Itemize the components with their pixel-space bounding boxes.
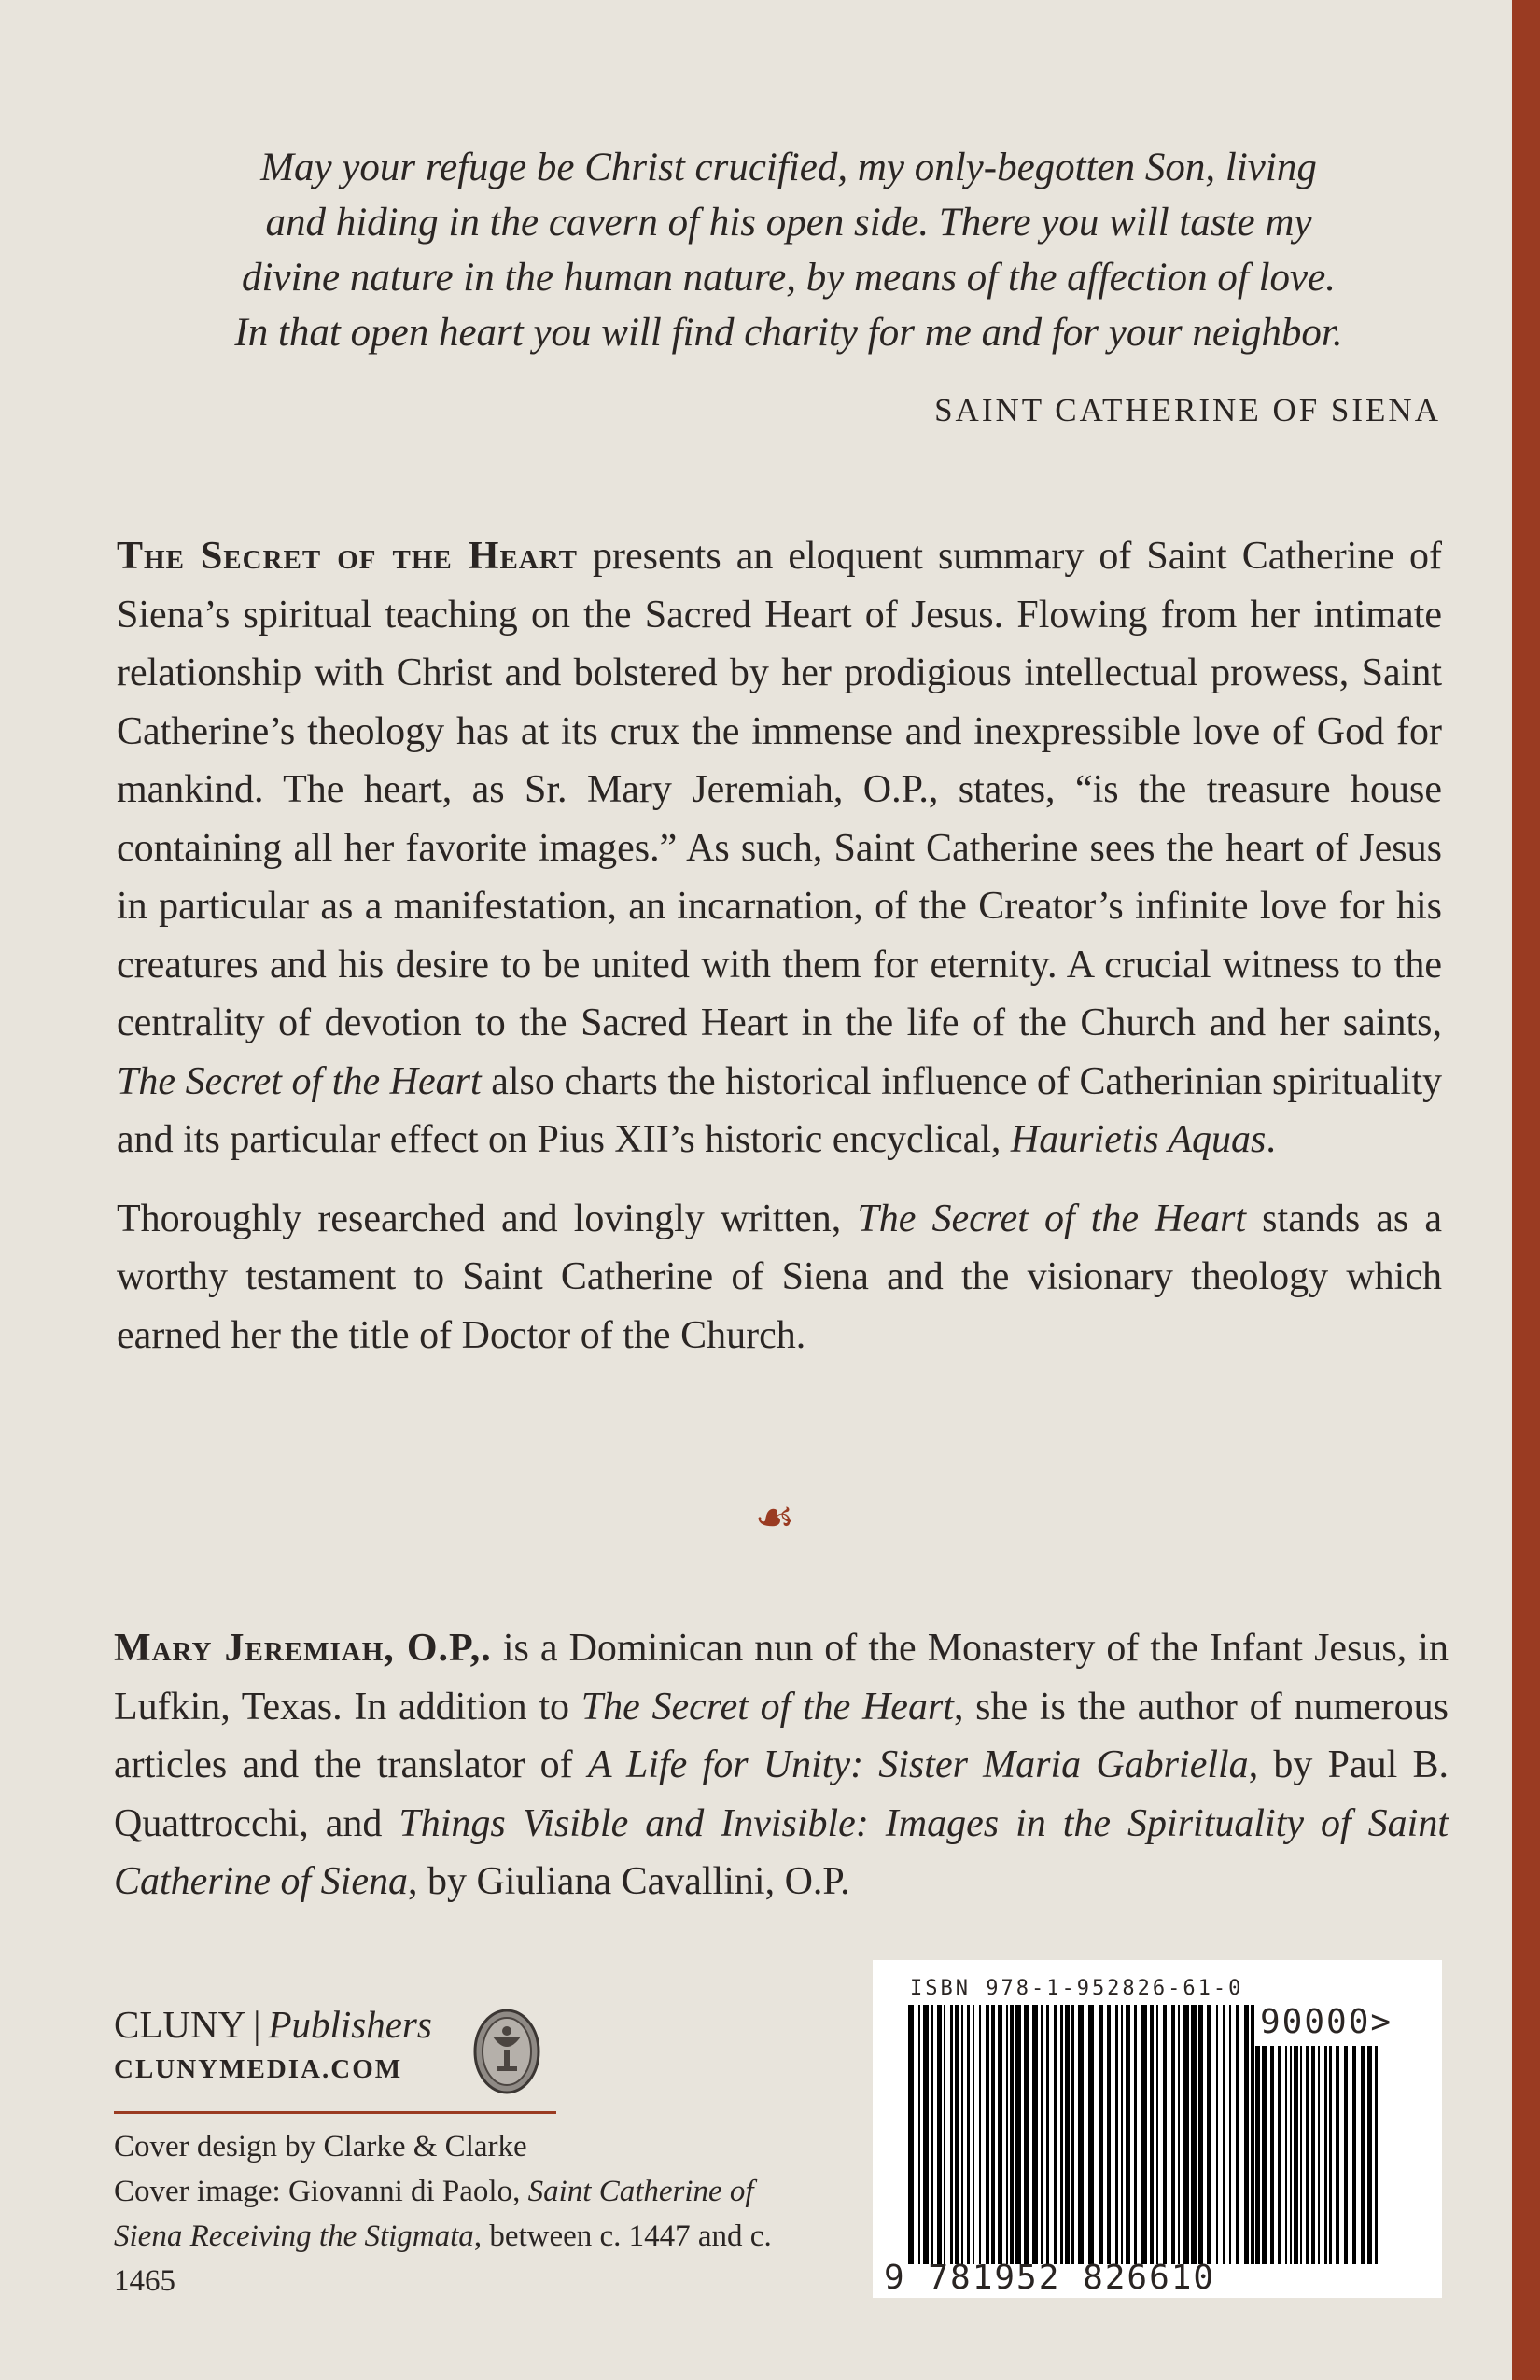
barcode-bar xyxy=(1336,2046,1339,2264)
book-description xyxy=(117,527,1442,1385)
barcode-bar xyxy=(1178,2005,1180,2264)
barcode-bar xyxy=(986,2005,989,2264)
addon-barcode-bars xyxy=(1251,2046,1381,2264)
isbn-barcode-box xyxy=(873,1960,1442,2298)
barcode-bar xyxy=(1262,2046,1267,2264)
artwork-title: Saint Catherine of Siena Receiving the Stigmata xyxy=(114,2175,754,2253)
barcode-bar xyxy=(1088,2005,1094,2264)
epigraph-line: May your refuge be Christ crucified, my only-begotten Son, living xyxy=(260,146,1317,189)
barcode-bar xyxy=(1324,2046,1327,2264)
barcode-bar xyxy=(1285,2046,1287,2264)
credit-text: , between c. 1447 and c. 1465 xyxy=(114,2219,772,2298)
barcode-bar xyxy=(1065,2005,1070,2264)
barcode-bar xyxy=(1121,2005,1123,2264)
description-text: Thoroughly researched and lovingly written, xyxy=(117,1197,858,1240)
barcode-bar xyxy=(1300,2046,1302,2264)
barcode-bar xyxy=(1229,2005,1231,2264)
barcode-bar xyxy=(998,2005,1002,2264)
barcode-bar xyxy=(1251,2046,1253,2264)
publisher-divider xyxy=(114,2111,556,2114)
description-text: presents an eloquent summary of Saint Catherine of Siena’s spiritual teaching on the Sacred Heart of Jesus. Flowing from her intimate relationship with Christ and bolstered by her prodigious intellectual prowess, Saint Catherine’s theology has at its crux the immense and inexpressible love of God for mankind. The heart, as Sr. Mary Jeremiah, O.P., states, “is the treasure house containing all her favorite images.” As such, Saint Catherine sees the heart of Jesus in particular as a manifestation, an incarnation, of the Creator’s infinite love for his creatures and his desire to be united with them for eternity. A crucial witness to the centrality of devotion to the Sacred Heart in the life of the Church and her saints, xyxy=(117,535,1443,1044)
bio-text: is a Dominican nun of the Monastery of the Infant Jesus, in Lufkin, Texas. In addition to xyxy=(114,1627,1449,1729)
spine-stripe xyxy=(1512,0,1540,2380)
barcode-bar xyxy=(1006,2005,1008,2264)
publisher-wordmark: CLUNY xyxy=(114,2003,246,2046)
barcode-bar xyxy=(979,2005,981,2264)
description-text: . xyxy=(1266,1118,1276,1161)
barcode-bar xyxy=(908,2005,914,2264)
barcode-bar xyxy=(1244,2005,1249,2264)
barcode-bar xyxy=(1367,2046,1372,2264)
barcode-bar xyxy=(1329,2046,1332,2264)
barcode-bar xyxy=(1078,2005,1084,2264)
author-bio xyxy=(114,1619,1449,1911)
barcode-bar xyxy=(1198,2005,1203,2264)
barcode-bar xyxy=(1060,2005,1063,2264)
barcode-bar xyxy=(937,2005,942,2264)
description-paragraph xyxy=(117,1190,1442,1365)
barcode-bar xyxy=(1191,2005,1197,2264)
ean-barcode-bars xyxy=(908,2005,1255,2264)
bio-text: , she is the author of numerous articles and the translator of xyxy=(114,1685,1449,1786)
bio-text: , by Giuliana Cavallini, O.P. xyxy=(407,1860,850,1903)
barcode-bar xyxy=(961,2005,963,2264)
barcode-bar xyxy=(1032,2005,1038,2264)
barcode-bar xyxy=(923,2005,929,2264)
barcode-bar xyxy=(1156,2005,1158,2264)
barcode-bar xyxy=(1107,2005,1111,2264)
barcode-bar xyxy=(1290,2046,1292,2264)
description-text: also charts the historical influence of Catherinian spirituality and its particular effect on Pius XII’s historic encyclical, xyxy=(117,1059,1442,1161)
barcode-bar xyxy=(1278,2046,1281,2264)
barcode-bar xyxy=(944,2005,945,2264)
barcode-bar xyxy=(1223,2005,1225,2264)
bio-paragraph xyxy=(114,1619,1449,1911)
epigraph-quote xyxy=(140,140,1437,360)
price-code: 90000> xyxy=(1260,2003,1393,2041)
barcode-bar xyxy=(1352,2046,1356,2264)
barcode-bar xyxy=(1024,2005,1029,2264)
cover-image-credit xyxy=(114,2169,786,2303)
book-title-italic: The Secret of the Heart xyxy=(857,1197,1247,1240)
description-text: stands as a worthy testament to Saint Catherine of Siena and the visionary theology which earned her the title of Doctor of the Church. xyxy=(117,1197,1442,1357)
publisher-url: CLUNYMEDIA.COM xyxy=(114,2054,403,2084)
barcode-bar xyxy=(967,2005,970,2264)
barcode-bar xyxy=(931,2005,933,2264)
fleuron-ornament-icon: ☙ xyxy=(754,1493,795,1543)
barcode-bar xyxy=(1311,2046,1315,2264)
barcode-bar xyxy=(955,2005,959,2264)
cover-design-credit: Cover design by Clarke & Clarke xyxy=(114,2130,527,2163)
barcode-bar xyxy=(918,2005,920,2264)
epigraph-line: In that open heart you will find charity for me and for your neighbor. xyxy=(234,311,1343,355)
barcode-bar xyxy=(1041,2005,1043,2264)
translated-title: Things Visible and Invisible: Images in the Spirituality of Saint Catherine of Siena xyxy=(114,1801,1449,1903)
epigraph-attribution: SAINT CATHERINE OF SIENA xyxy=(934,392,1441,428)
epigraph-line: divine nature in the human nature, by means of the affection of love. xyxy=(242,256,1336,300)
barcode-bar xyxy=(1236,2005,1239,2264)
barcode-bar xyxy=(1207,2005,1211,2264)
barcode-bar xyxy=(1306,2046,1309,2264)
barcode-bar xyxy=(1126,2005,1130,2264)
barcode-bar xyxy=(950,2005,953,2264)
barcode-bar xyxy=(1216,2005,1218,2264)
barcode-bar xyxy=(1361,2046,1365,2264)
barcode-bar xyxy=(1255,2046,1260,2264)
translated-title: A Life for Unity: Sister Maria Gabriella xyxy=(587,1743,1249,1786)
barcode-bar xyxy=(1294,2046,1298,2264)
author-name: Mary Jeremiah, O.P,. xyxy=(114,1627,492,1670)
book-title-italic: The Secret of the Heart xyxy=(117,1059,482,1103)
book-title-smallcaps: The Secret of the Heart xyxy=(117,535,579,578)
barcode-bar xyxy=(1071,2005,1074,2264)
barcode-bar xyxy=(991,2005,995,2264)
barcode-bar xyxy=(1270,2046,1274,2264)
bio-text: , by Paul B. Quattrocchi, and xyxy=(114,1743,1449,1845)
barcode-bar xyxy=(1015,2005,1021,2264)
barcode-bar xyxy=(1046,2005,1049,2264)
barcode-bar xyxy=(1054,2005,1057,2264)
chalice-seal-icon xyxy=(472,2009,541,2094)
barcode-digits: 9 781952 826610 xyxy=(884,2259,1216,2297)
isbn-label: ISBN 978-1-952826-61-0 xyxy=(910,1977,1244,2000)
epigraph-line: and hiding in the cavern of his open side. There you will taste my xyxy=(265,201,1312,245)
book-title-italic: The Secret of the Heart xyxy=(581,1685,954,1729)
credit-text: Cover image: Giovanni di Paolo, xyxy=(114,2175,528,2208)
barcode-bar xyxy=(1171,2005,1175,2264)
publisher-separator: | xyxy=(253,2003,261,2046)
barcode-bar xyxy=(1141,2005,1147,2264)
barcode-bar xyxy=(1183,2005,1189,2264)
barcode-bar xyxy=(1150,2005,1154,2264)
barcode-bar xyxy=(1134,2005,1137,2264)
barcode-bar xyxy=(1115,2005,1118,2264)
barcode-bar xyxy=(1099,2005,1103,2264)
barcode-bar xyxy=(1010,2005,1014,2264)
barcode-bar xyxy=(1344,2046,1348,2264)
publisher-suffix: Publishers xyxy=(268,2003,432,2046)
barcode-bar xyxy=(1163,2005,1167,2264)
barcode-bar xyxy=(973,2005,974,2264)
encyclical-title: Haurietis Aquas xyxy=(1010,1118,1267,1161)
description-paragraph xyxy=(117,527,1442,1169)
barcode-bar xyxy=(1375,2046,1378,2264)
cover-credits xyxy=(114,2124,786,2303)
barcode-bar xyxy=(1318,2046,1320,2264)
